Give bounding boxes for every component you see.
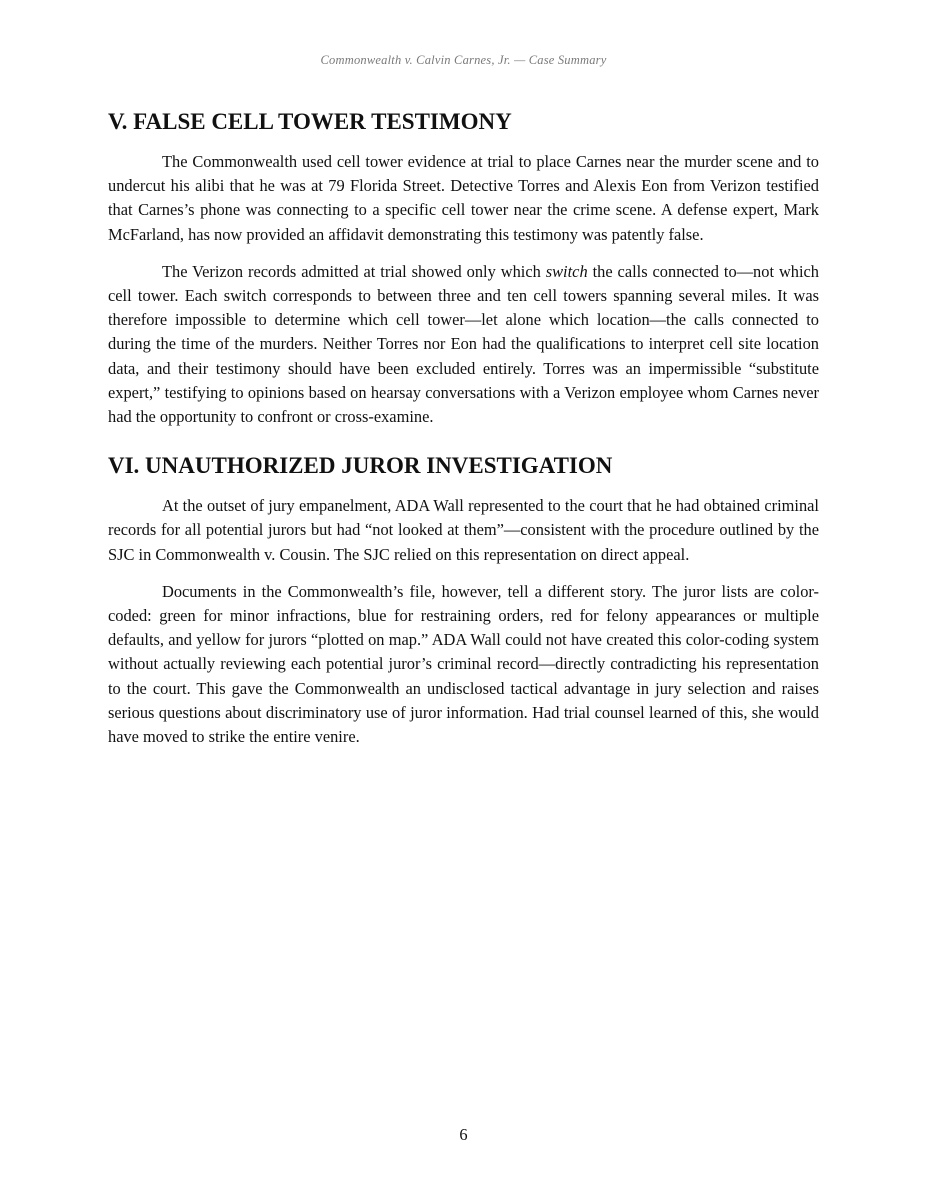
section-unauthorized-juror-investigation xyxy=(108,450,819,749)
paragraph: Documents in the Commonwealth’s file, however, tell a different story. The juror lists are color-coded: green for minor infractions, blue for restraining orders, red for felony appearances or multiple defaults, and yellow for jurors “plotted on map.” ADA Wall could not have created this color-coding system without actually reviewing each potential juror’s criminal record—directly contradicting his representation to the court. This gave the Commonwealth an undisclosed tactical advantage in jury selection and raises serious questions about discriminatory use of juror information. Had trial counsel learned of this, she would have moved to strike the entire venire. xyxy=(108,581,819,747)
paragraph: The Commonwealth used cell tower evidence at trial to place Carnes near the murder scene and to undercut his alibi that he was at 79 Florida Street. Detective Torres and Alexis Eon from Verizon testified that Carnes’s phone was connecting to a specific cell tower near the crime scene. A defense expert, Mark McFarland, has now provided an affidavit demonstrating this testimony was patently false. xyxy=(108,152,819,244)
page-body xyxy=(108,106,819,749)
paragraph-text: the calls connected to—not which cell tower. Each switch corresponds to between three and ten cell towers spanning several miles. It was therefore impossible to determine which cell tower—let alone which location—the calls connected to during the time of the murders. Neither Torres nor Eon had the qualifications to interpret cell site location data, and their testimony should have been excluded entirely. Torres was an impermissible “substitute expert,” testifying to opinions based on hearsay conversations with a Verizon employee whom Carnes never had the opportunity to confront or cross-examine. xyxy=(108,261,820,427)
section-false-cell-tower-testimony xyxy=(108,106,819,429)
paragraph xyxy=(108,260,819,429)
running-header: Commonwealth v. Calvin Carnes, Jr. — Case Summary xyxy=(320,53,607,67)
emphasized-word: switch xyxy=(545,261,588,281)
section-heading: V. FALSE CELL TOWER TESTIMONY xyxy=(108,109,512,134)
paragraph: At the outset of jury empanelment, ADA Wall represented to the court that he had obtained criminal records for all potential jurors but had “not looked at them”—consistent with the procedure outlined by the SJC in Commonwealth v. Cousin. The SJC relied on this representation on direct appeal. xyxy=(108,496,819,564)
page-number: 6 xyxy=(459,1125,468,1144)
paragraph-text: The Verizon records admitted at trial showed only which xyxy=(162,261,546,281)
section-heading: VI. UNAUTHORIZED JUROR INVESTIGATION xyxy=(108,453,613,479)
